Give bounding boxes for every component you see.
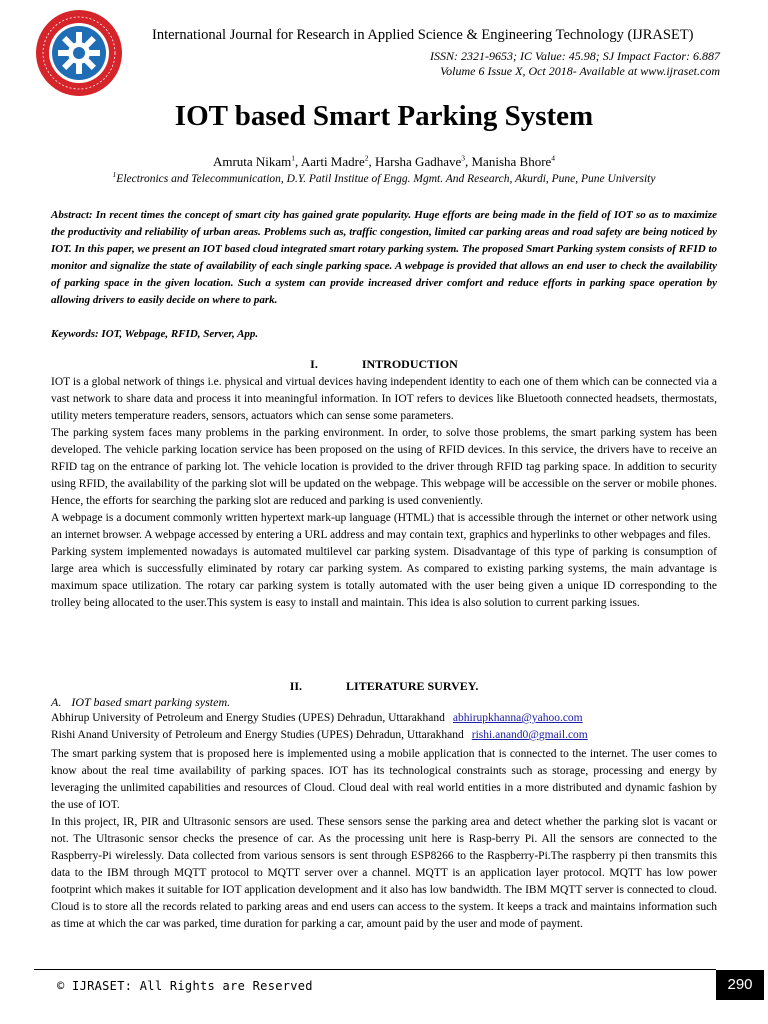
author-name: Amruta Nikam xyxy=(212,154,292,169)
affiliation-sup: 1 xyxy=(112,170,117,180)
copyright-notice: © IJRASET: All Rights are Reserved xyxy=(57,979,313,993)
affiliation-text: Electronics and Telecommunication, D.Y. Patil Institue of Engg. Mgmt. And Research, Akurdi, Pune, Pune University xyxy=(116,173,656,185)
author-name: Manisha Bhore xyxy=(471,154,552,169)
section-number: II. xyxy=(289,679,303,693)
section-title: LITERATURE SURVEY. xyxy=(346,679,479,693)
paragraph: The parking system faces many problems in the parking environment. In order, to solve those problems, the smart parking system has been developed. The vehicle parking location service has been proposed on the using of RFID devices. In this service, the drivers have to receive an RFID tag on the entrance of parking lot. The vehicle location is provided to the driver through RFID tag parking space. In addition to security using RFID, the availability of the parking slot will be updated on the webpage. This webpage will be accessible on the server or mobile phones. Hence, the efforts for searching the parking slot are reduced and parking is used conveniently. xyxy=(51,427,717,507)
journal-issn: ISSN: 2321-9653; IC Value: 45.98; SJ Impact Factor: 6.887 xyxy=(430,49,720,63)
paragraph: In this project, IR, PIR and Ultrasonic sensors are used. These sensors sense the parking area and detect whether the parking slot is vacant or not. The Ultrasonic sensor checks the presence of car. As the processing unit here is Rasp-berry Pi. All the sensors are connected to the Raspberry-Pi wirelessly. Data collected from various sensors is sent through ESP8266 to the Raspberry-Pi.The raspberry pi then transmits this data to the IBM through MQTT protocol to MQTT server over a channel. MQTT is an application layer protocol. MQTT has low power footprint which makes it suitable for IOT application development and it also has low bandwidth. The IBM MQTT server is connected to cloud. Cloud is to store all the records related to parking areas and end users can access to the system. It keeps a track and maintains information such as time at which the car was parked, time duration for parking a car, amount paid by the user and mode of payment. xyxy=(51,816,717,930)
section-heading-literature-survey xyxy=(0,679,768,694)
journal-volume: Volume 6 Issue X, Oct 2018- Available at www.ijraset.com xyxy=(440,64,720,78)
paragraph: A webpage is a document commonly written hypertext mark-up language (HTML) that is accessible through the internet or other network using an internet browser. A webpage accessed by entering a URL address and may contain text, graphics and hyperlinks to other webpages and files. xyxy=(51,512,717,541)
paragraph: The smart parking system that is proposed here is implemented using a mobile application that is connected to the internet. The user comes to know about the real time availability of parking spaces. IOT has its technological constraints such as storage, processing and energy by leveraging the unlimited capabilities and resources of Cloud. Cloud deal with real world entities in a more distributed and dynamic fashion by the use of IOT. xyxy=(51,748,717,811)
page-number: 290 xyxy=(716,970,764,1000)
reference-affiliation-text: Rishi Anand University of Petroleum and Energy Studies (UPES) Dehradun, Uttarakhand xyxy=(51,729,464,741)
affiliation xyxy=(0,170,768,185)
author-sup: 3 xyxy=(461,153,465,163)
journal-logo-icon xyxy=(34,8,124,98)
paragraph: IOT is a global network of things i.e. physical and virtual devices having independent identity to each one of them which can be connected via a vast network to share data and process it into meaningful information. In IOT refers to devices like Bluetooth connected headsets, thermostats, utility meters temperature readers, sensors, actuators which can sense some parameters. xyxy=(51,376,717,422)
author-sup: 4 xyxy=(551,153,556,163)
journal-name: International Journal for Research in Applied Science & Engineering Technology (IJRASET) xyxy=(152,27,694,43)
subsection-label: A. xyxy=(51,695,62,709)
section-heading-introduction xyxy=(0,357,768,372)
author-list: Amruta Nikam$^1$, Aarti Madre$^2$, Harsha Gadhave$^3$, Manisha Bhore$^4$ xyxy=(212,153,556,169)
paragraph: Parking system implemented nowadays is automated multilevel car parking system. Disadvantage of this type of parking is consumption of large area which is successfully eliminated by rotary car parking system. As compared to existing parking systems, the main advantage is maximum space utilization. The rotary car parking system is totally automated with the user being given a unique ID corresponding to the trolley being allocated to the user.This system is easy to install and maintain. This idea is also solution to current parking issues. xyxy=(51,546,717,609)
author-sup: 2 xyxy=(364,153,369,163)
keywords: Keywords: IOT, Webpage, RFID, Server, App. xyxy=(51,328,259,340)
author-sup: 1 xyxy=(291,153,296,163)
author-name: Harsha Gadhave xyxy=(374,154,462,169)
subsection-heading xyxy=(51,695,230,710)
literature-survey-body xyxy=(51,746,717,933)
subsection-title: IOT based smart parking system. xyxy=(71,695,231,709)
reference-affiliation xyxy=(51,712,583,724)
email-link[interactable]: abhirupkhanna@yahoo.com xyxy=(452,712,583,724)
reference-affiliation xyxy=(51,729,588,741)
section-title: INTRODUCTION xyxy=(361,357,458,371)
email-link[interactable]: rishi.anand0@gmail.com xyxy=(471,729,588,741)
author-name: Aarti Madre xyxy=(300,154,365,169)
introduction-body xyxy=(51,374,717,612)
footer-divider xyxy=(34,969,716,970)
paper-title: IOT based Smart Parking System xyxy=(174,100,594,132)
reference-affiliation-text: Abhirup University of Petroleum and Energy Studies (UPES) Dehradun, Uttarakhand xyxy=(51,712,445,724)
section-number: I. xyxy=(310,357,318,371)
abstract: Abstract: In recent times the concept of smart city has gained grate popularity. Huge efforts are being made in the field of IOT so as to maximize the productivity and reliability of urban areas. Problems such as, traffic congestion, limited car parking areas and road safety are being noticed by IOT. In this paper, we present an IOT based cloud integrated smart rotary parking system. The proposed Smart Parking system consists of RFID to monitor and signalize the state of availability of each single parking space. A webpage is provided that allows an end user to check the availability of parking space in the given location. Such a system can provide increased driver comfort and reduce efforts in parking space operation by allowing drivers to easily decide on where to park. xyxy=(51,209,717,306)
